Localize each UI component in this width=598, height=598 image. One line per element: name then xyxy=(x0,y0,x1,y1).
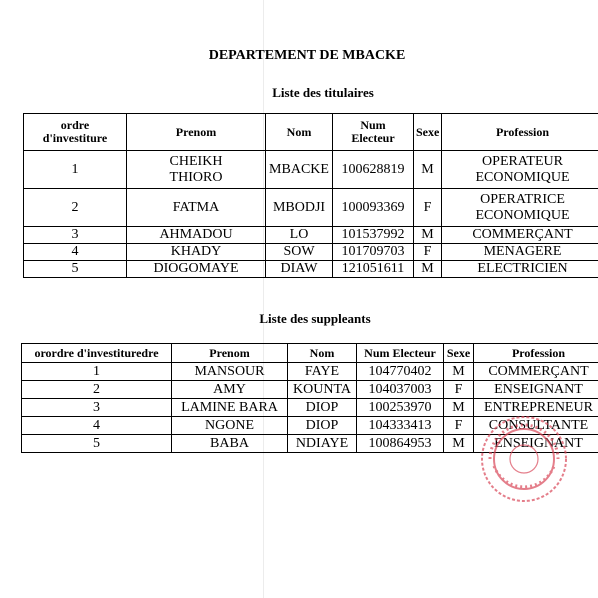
cell-nom: FAYE xyxy=(288,363,357,381)
cell-nom: LO xyxy=(266,227,333,244)
cell-ordre: 4 xyxy=(24,244,127,261)
cell-prenom: LAMINE BARA xyxy=(172,399,288,417)
column-header-num-electeur: Num Electeur xyxy=(357,344,444,363)
column-header-sexe: Sexe xyxy=(444,344,474,363)
cell-num-electeur: 100628819 xyxy=(333,151,414,189)
cell-profession: ENSEIGNANT xyxy=(474,435,598,453)
cell-profession: OPERATRICE ECONOMIQUE xyxy=(442,189,598,227)
cell-sexe: M xyxy=(414,227,442,244)
table-row xyxy=(24,244,598,261)
column-header-profession: Profession xyxy=(474,344,598,363)
cell-ordre: 4 xyxy=(22,417,172,435)
column-header-prenom: Prenom xyxy=(127,114,266,151)
cell-num-electeur: 121051611 xyxy=(333,261,414,278)
table-row xyxy=(24,151,598,189)
cell-sexe: M xyxy=(444,363,474,381)
cell-sexe: F xyxy=(444,417,474,435)
cell-nom: DIOP xyxy=(288,417,357,435)
cell-nom: KOUNTA xyxy=(288,381,357,399)
cell-prenom: MANSOUR xyxy=(172,363,288,381)
cell-nom: DIOP xyxy=(288,399,357,417)
table-row xyxy=(22,417,598,435)
cell-nom: NDIAYE xyxy=(288,435,357,453)
cell-num-electeur: 104770402 xyxy=(357,363,444,381)
cell-nom: MBACKE xyxy=(266,151,333,189)
cell-num-electeur: 100253970 xyxy=(357,399,444,417)
column-header-nom: Nom xyxy=(288,344,357,363)
table-row xyxy=(22,363,598,381)
cell-sexe: M xyxy=(444,435,474,453)
cell-prenom: BABA xyxy=(172,435,288,453)
table-row xyxy=(22,435,598,453)
column-header-num-electeur: Num Electeur xyxy=(333,114,414,151)
suppleants-table xyxy=(21,343,598,453)
titulaires-table xyxy=(23,113,598,278)
cell-sexe: M xyxy=(414,261,442,278)
table-header-row xyxy=(22,344,598,363)
cell-profession: ENTREPRENEUR xyxy=(474,399,598,417)
cell-prenom: FATMA xyxy=(127,189,266,227)
document-title: DEPARTEMENT DE MBACKE xyxy=(208,48,406,63)
cell-ordre: 5 xyxy=(24,261,127,278)
cell-profession: OPERATEUR ECONOMIQUE xyxy=(442,151,598,189)
cell-nom: DIAW xyxy=(266,261,333,278)
cell-profession: ELECTRICIEN xyxy=(442,261,598,278)
table-row xyxy=(22,399,598,417)
cell-prenom: KHADY xyxy=(127,244,266,261)
cell-num-electeur: 101537992 xyxy=(333,227,414,244)
cell-prenom: NGONE xyxy=(172,417,288,435)
cell-prenom: AHMADOU xyxy=(127,227,266,244)
column-header-profession: Profession xyxy=(442,114,598,151)
table-row xyxy=(24,261,598,278)
cell-ordre: 3 xyxy=(24,227,127,244)
cell-ordre: 3 xyxy=(22,399,172,417)
cell-ordre: 2 xyxy=(22,381,172,399)
titulaires-heading: Liste des titulaires xyxy=(272,85,374,100)
table-row xyxy=(24,189,598,227)
cell-ordre: 1 xyxy=(24,151,127,189)
table-row xyxy=(24,227,598,244)
column-header-ordre: orordre d'investituredre xyxy=(22,344,172,363)
cell-num-electeur: 104333413 xyxy=(357,417,444,435)
cell-sexe: F xyxy=(414,189,442,227)
table-row xyxy=(22,381,598,399)
cell-nom: MBODJI xyxy=(266,189,333,227)
cell-sexe: M xyxy=(444,399,474,417)
cell-prenom: AMY xyxy=(172,381,288,399)
cell-num-electeur: 100864953 xyxy=(357,435,444,453)
cell-num-electeur: 100093369 xyxy=(333,189,414,227)
column-header-nom: Nom xyxy=(266,114,333,151)
cell-ordre: 2 xyxy=(24,189,127,227)
suppleants-heading: Liste des suppleants xyxy=(259,311,371,326)
cell-prenom: DIOGOMAYE xyxy=(127,261,266,278)
cell-profession: COMMERÇANT xyxy=(474,363,598,381)
cell-prenom: CHEIKH THIORO xyxy=(127,151,266,189)
cell-num-electeur: 104037003 xyxy=(357,381,444,399)
column-header-ordre: ordre d'investiture xyxy=(24,114,127,151)
cell-sexe: F xyxy=(414,244,442,261)
cell-profession: MENAGERE xyxy=(442,244,598,261)
column-header-sexe: Sexe xyxy=(414,114,442,151)
cell-sexe: F xyxy=(444,381,474,399)
cell-nom: SOW xyxy=(266,244,333,261)
cell-profession: COMMERÇANT xyxy=(442,227,598,244)
table-header-row xyxy=(24,114,598,151)
cell-ordre: 1 xyxy=(22,363,172,381)
cell-ordre: 5 xyxy=(22,435,172,453)
cell-num-electeur: 101709703 xyxy=(333,244,414,261)
column-header-prenom: Prenom xyxy=(172,344,288,363)
cell-profession: CONSULTANTE xyxy=(474,417,598,435)
cell-profession: ENSEIGNANT xyxy=(474,381,598,399)
cell-sexe: M xyxy=(414,151,442,189)
